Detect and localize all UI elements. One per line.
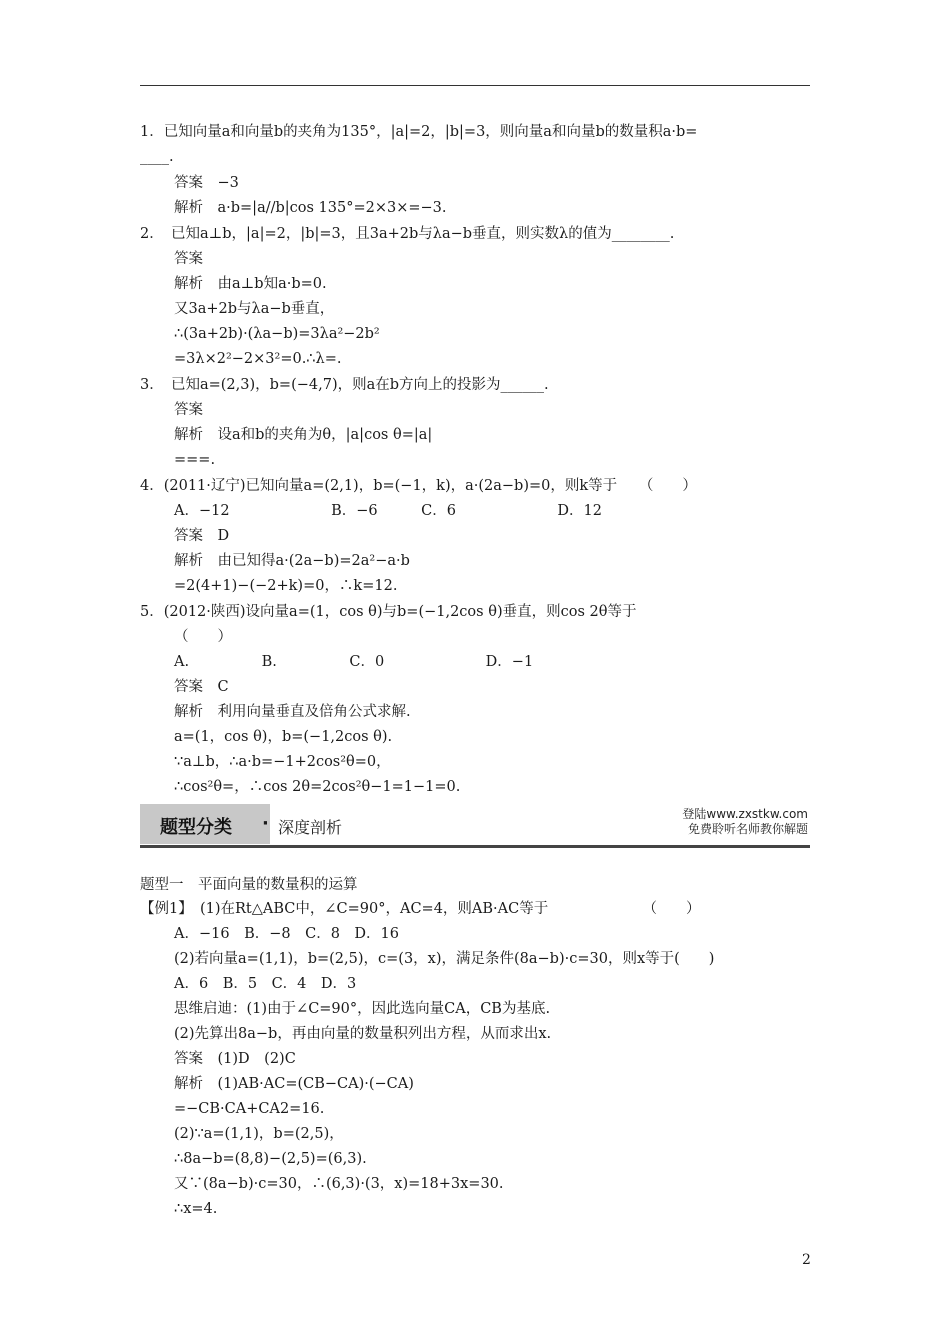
problem-2-solution-4: =3λ×2²−2×3²=0.∴λ=. bbox=[174, 351, 342, 367]
section-title: 题型分类 bbox=[160, 817, 232, 838]
example-1-solution-4: ∴8a−b=(8,8)−(2,5)=(6,3). bbox=[174, 1151, 367, 1167]
problem-1-blank: ____. bbox=[140, 149, 174, 165]
section-title-dot: · bbox=[262, 813, 269, 834]
problem-2-solution-3: ∴(3a+2b)·(λa−b)=3λa²−2b² bbox=[174, 326, 380, 342]
example-1-solution-1: 解析 (1)AB·AC=(CB−CA)·(−CA) bbox=[174, 1076, 414, 1092]
question-type-heading: 题型一 平面向量的数量积的运算 bbox=[140, 877, 358, 893]
thinking-hint-1: 思维启迪：(1)由于∠C=90°，因此选向量CA，CB为基底. bbox=[174, 1001, 551, 1017]
example-1-answer: 答案 (1)D (2)C bbox=[174, 1051, 296, 1067]
problem-1-question: 1．已知向量a和向量b的夹角为135°，|a|=2，|b|=3，则向量a和向量b的数量积a·b= bbox=[140, 124, 698, 140]
problem-3-solution-2: ===. bbox=[174, 452, 216, 468]
thinking-hint-2: (2)先算出8a−b，再由向量的数量积列出方程，从而求出x. bbox=[174, 1026, 552, 1042]
section-subtitle: 深度剖析 bbox=[278, 818, 343, 837]
example-1-solution-6: ∴x=4. bbox=[174, 1201, 218, 1217]
problem-3-solution-1: 解析 设a和b的夹角为θ，|a|cos θ=|a| bbox=[174, 427, 433, 443]
problem-3-answer: 答案 bbox=[174, 402, 203, 418]
problem-1-solution: 解析 a·b=|a//b|cos 135°=2×3×=−3. bbox=[174, 200, 447, 216]
problem-4-solution-1: 解析 由已知得a·(2a−b)=2a²−a·b bbox=[174, 553, 410, 569]
example-1-solution-3: (2)∵a=(1,1)，b=(2,5)， bbox=[174, 1126, 344, 1142]
problem-3-question: 3． 已知a=(2,3)，b=(−4,7)，则a在b方向上的投影为______. bbox=[140, 377, 549, 393]
section-header-rule bbox=[140, 845, 810, 848]
example-1-part-2: (2)若向量a=(1,1)，b=(2,5)，c=(3，x)，满足条件(8a−b)·c=30，则x等于( ) bbox=[174, 951, 715, 967]
problem-5-question: 5．(2012·陕西)设向量a=(1，cos θ)与b=(−1,2cos θ)垂直，则cos 2θ等于 bbox=[140, 604, 637, 620]
problem-5-choice-bracket: （ ） bbox=[174, 629, 232, 645]
problem-2-solution-2: 又3a+2b与λa−b垂直， bbox=[174, 301, 335, 317]
example-1-solution-5: 又∵(8a−b)·c=30，∴(6,3)·(3，x)=18+3x=30. bbox=[174, 1176, 504, 1192]
site-promo bbox=[682, 807, 808, 837]
site-promo-url: 登陆www.zxstkw.com bbox=[682, 807, 808, 821]
example-1-part-1: 【例1】 (1)在Rt△ABC中，∠C=90°，AC=4，则AB·AC等于 （ ） bbox=[140, 901, 701, 917]
header-rule bbox=[140, 85, 810, 86]
problem-2-solution-1: 解析 由a⊥b知a·b=0. bbox=[174, 276, 327, 292]
example-1-part-2-options: A．6 B．5 C．4 D．3 bbox=[174, 976, 357, 992]
page-number: 2 bbox=[802, 1252, 811, 1268]
problem-4-options: A．−12 B．−6 C．6 D．12 bbox=[174, 503, 602, 519]
example-1-part-1-options: A．−16 B．−8 C．8 D．16 bbox=[174, 926, 399, 942]
problem-5-solution-2: a=(1，cos θ)，b=(−1,2cos θ). bbox=[174, 729, 393, 745]
problem-4-answer: 答案 D bbox=[174, 528, 230, 544]
problem-5-answer: 答案 C bbox=[174, 679, 229, 695]
problem-5-solution-3: ∵a⊥b，∴a·b=−1+2cos²θ=0， bbox=[174, 754, 391, 770]
problem-5-options: A. B. C．0 D．−1 bbox=[174, 654, 534, 670]
problem-5-solution-1: 解析 利用向量垂直及倍角公式求解. bbox=[174, 704, 411, 720]
problem-2-question: 2． 已知a⊥b，|a|=2，|b|=3，且3a+2b与λa−b垂直，则实数λ的值为________. bbox=[140, 226, 675, 242]
site-promo-slogan: 免费聆听名师教你解题 bbox=[687, 822, 808, 836]
problem-1-answer: 答案 −3 bbox=[174, 175, 239, 191]
problem-4-question: 4．(2011·辽宁)已知向量a=(2,1)，b=(−1，k)，a·(2a−b)=0，则k等于 （ ） bbox=[140, 478, 697, 494]
problem-5-solution-4: ∴cos²θ=，∴cos 2θ=2cos²θ−1=1−1=0. bbox=[174, 779, 461, 795]
section-header-band bbox=[140, 804, 810, 844]
example-1-solution-2: =−CB·CA+CA2=16. bbox=[174, 1101, 325, 1117]
problem-2-answer: 答案 bbox=[174, 251, 203, 267]
problem-4-solution-2: =2(4+1)−(−2+k)=0，∴k=12. bbox=[174, 578, 398, 594]
